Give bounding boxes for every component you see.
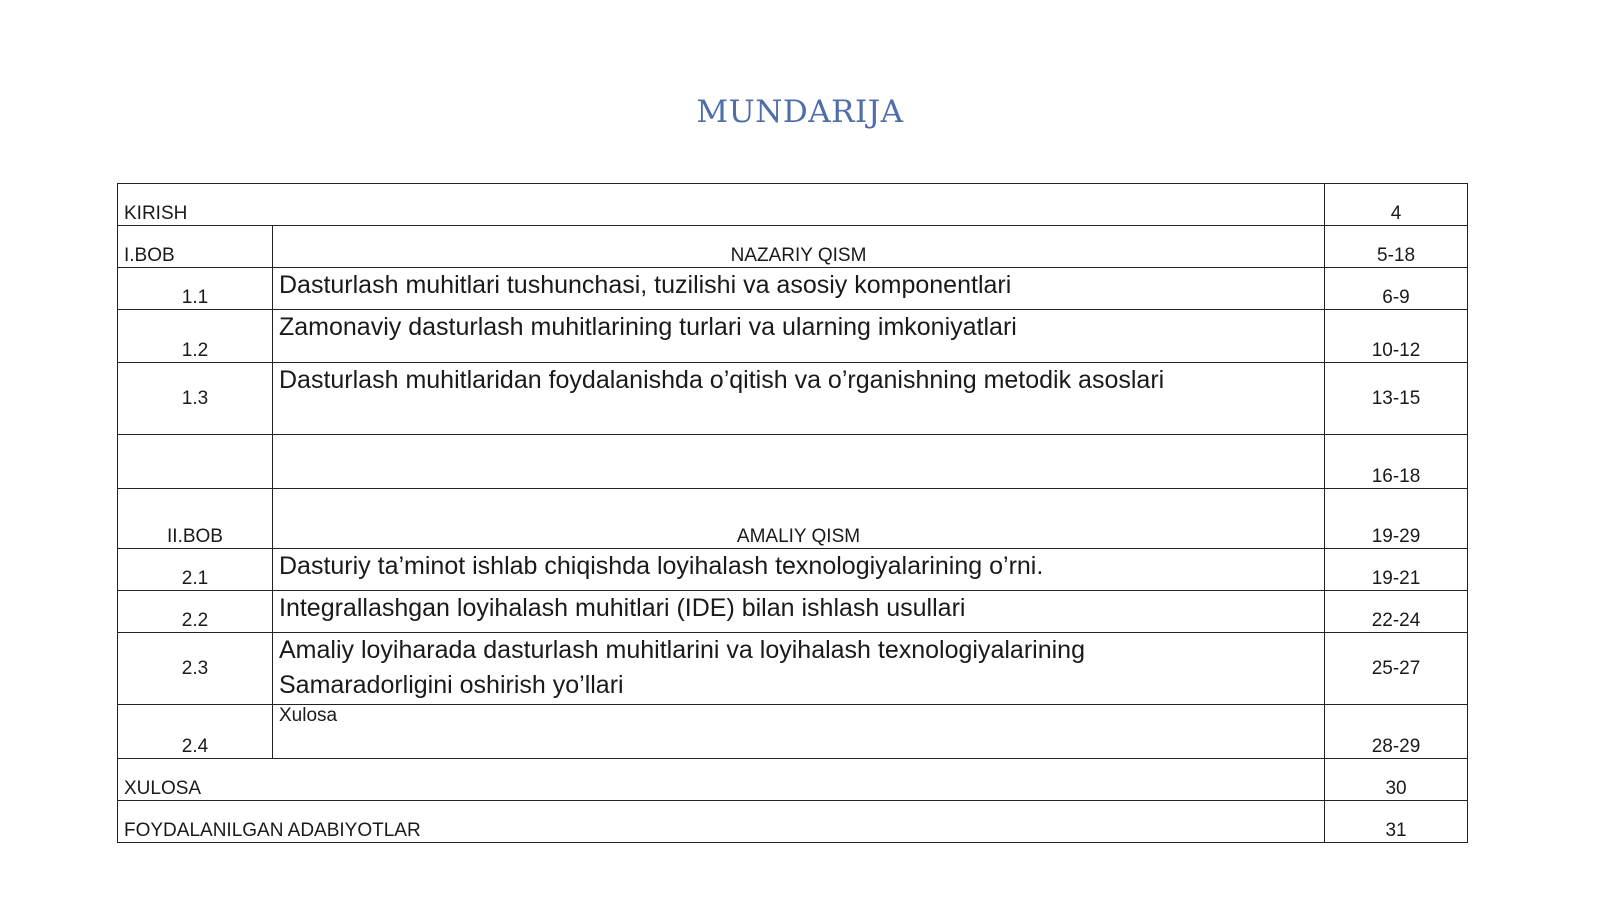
section-number: 1.2 [118, 310, 273, 363]
chapter-title: NAZARIY QISM [273, 226, 1325, 268]
section-number: 2.2 [118, 591, 273, 633]
toc-row-1-4 [118, 435, 1468, 489]
chapter-title: AMALIY QISM [273, 489, 1325, 549]
page-number: 6-9 [1325, 268, 1468, 310]
page-number: 10-12 [1325, 310, 1468, 363]
toc-row-1-3 [118, 363, 1468, 435]
section-number: 1.1 [118, 268, 273, 310]
page-title: MUNDARIJA [696, 94, 904, 130]
section-title-line: Samaradorligini oshirish yo’llari [279, 671, 624, 699]
chapter-label: I.BOB [118, 226, 273, 268]
row-label: XULOSA [118, 759, 1325, 801]
toc-row-1-1 [118, 268, 1468, 310]
toc-row-2-2 [118, 591, 1468, 633]
section-title: Dasturlash muhitlari tushunchasi, tuzilishi va asosiy komponentlari [273, 268, 1325, 310]
section-title: Zamonaviy dasturlash muhitlarining turlari va ularning imkoniyatlari [273, 310, 1325, 363]
page-number: 31 [1325, 801, 1468, 843]
page-number: 28-29 [1325, 705, 1468, 759]
page-number: 5-18 [1325, 226, 1468, 268]
section-number: 2.4 [118, 705, 273, 759]
section-number: 2.1 [118, 549, 273, 591]
row-label: KIRISH [118, 184, 1325, 226]
section-title: Xulosa [273, 705, 1325, 759]
toc-row-kirish [118, 184, 1468, 226]
page-number: 13-15 [1325, 363, 1468, 435]
toc-row-xulosa [118, 759, 1468, 801]
section-title: Dasturlash muhitlaridan foydalanishda o’qitish va o’rganishning metodik asoslari [273, 363, 1325, 435]
contents-table [117, 183, 1468, 843]
row-label: FOYDALANILGAN ADABIYOTLAR [118, 801, 1325, 843]
toc-row-2-4 [118, 705, 1468, 759]
section-title [273, 633, 1325, 705]
section-number: 2.3 [118, 633, 273, 705]
section-title [273, 435, 1325, 489]
chapter-label: II.BOB [118, 489, 273, 549]
section-title: Integrallashgan loyihalash muhitlari (IDE) bilan ishlash usullari [273, 591, 1325, 633]
section-title-line: Amaliy loyiharada dasturlash muhitlarini va loyihalash texnologiyalarining [279, 636, 1085, 664]
section-number: 1.3 [118, 363, 273, 435]
page-number: 16-18 [1325, 435, 1468, 489]
toc-row-2-1 [118, 549, 1468, 591]
toc-row-adabiyot [118, 801, 1468, 843]
page-number: 4 [1325, 184, 1468, 226]
toc-row-1-2 [118, 310, 1468, 363]
toc-row-2-3 [118, 633, 1468, 705]
page-number: 19-29 [1325, 489, 1468, 549]
section-title: Dasturiy ta’minot ishlab chiqishda loyihalash texnologiyalarining o’rni. [273, 549, 1325, 591]
section-number [118, 435, 273, 489]
page-number: 19-21 [1325, 549, 1468, 591]
toc-row-bob1 [118, 226, 1468, 268]
page-number: 30 [1325, 759, 1468, 801]
toc-row-bob2 [118, 489, 1468, 549]
page-number: 22-24 [1325, 591, 1468, 633]
page-number: 25-27 [1325, 633, 1468, 705]
